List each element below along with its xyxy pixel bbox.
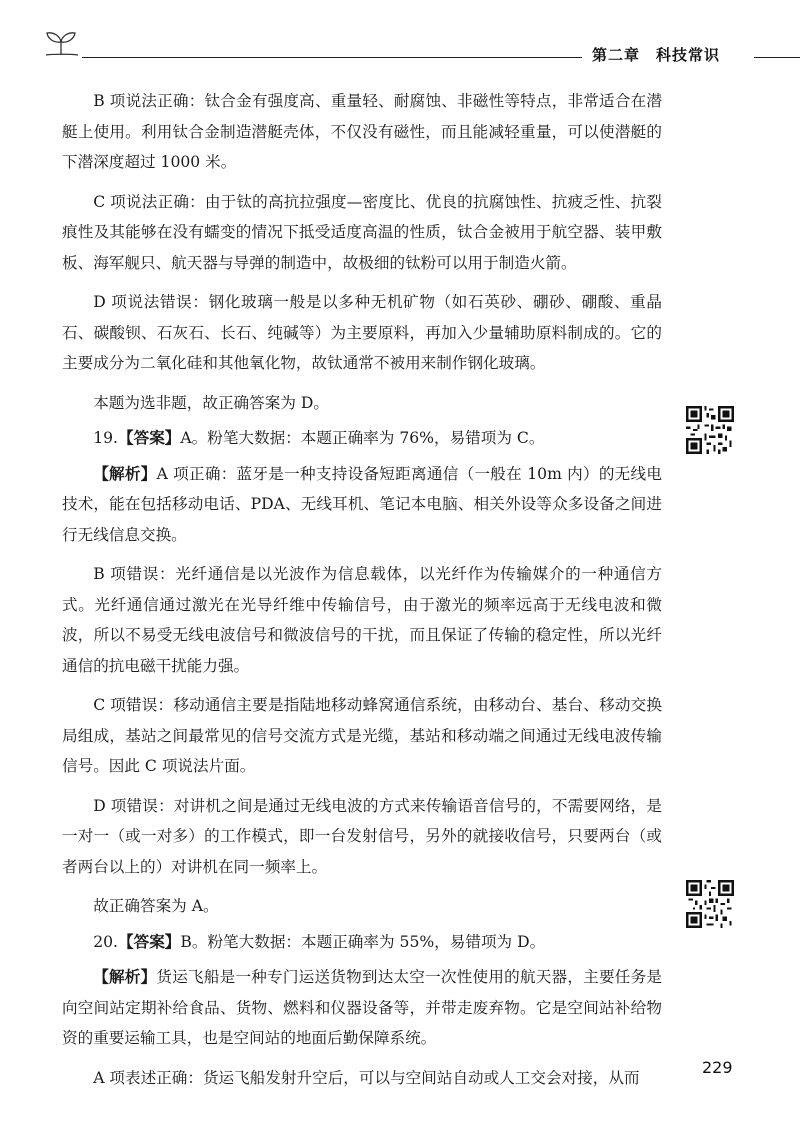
q20-answer-line: [62, 927, 662, 958]
q19-analysis-text: A 项正确：蓝牙是一种支持设备短距离通信（一般在 10m 内）的无线电技术，能在包括移动电话、PDA、无线耳机、笔记本电脑、相关外设等众多设备之间进行无线信息交换。: [62, 464, 662, 544]
page-body: [62, 86, 662, 1102]
q20-answer-text: B。粉笔大数据：本题正确率为 55%，易错项为 D。: [180, 932, 546, 951]
q19-paragraph-b: B 项错误：光纤通信是以光波作为信息载体，以光纤作为传输媒介的一种通信方式。光纤通信通过激光在光导纤维中传输信号，由于激光的频率远高于无线电波和微波，所以不易受无线电波信号和微波信号的干扰，而且保证了传输的稳定性，所以光纤通信的抗电磁干扰能力强。: [62, 565, 662, 675]
paragraph-d-glass: D 项说法错误：钢化玻璃一般是以多种无机矿物（如石英砂、硼砂、硼酸、重晶石、碳酸钡、石灰石、长石、纯碱等）为主要原料，再加入少量辅助原料制成的。它的主要成分为二氧化硅和其他氧化物，故钛通常不被用来制作钢化玻璃。: [62, 293, 662, 372]
paragraph-c-titanium: C 项说法正确：由于钛的高抗拉强度—密度比、优良的抗腐蚀性、抗疲乏性、抗裂痕性及其能够在没有蠕变的情况下抵受适度高温的性质，钛合金被用于航空器、装甲敷板、海军舰只、航天器与导弹的制造中，故极细的钛粉可以用于制造火箭。: [62, 192, 662, 272]
q19-analysis: [62, 459, 662, 551]
q20-number: 20.: [93, 932, 118, 951]
page-header: [0, 0, 800, 70]
q19-answer-line: [62, 423, 662, 454]
paragraph-q18-conclusion: 本题为选非题，故正确答案为 D。: [93, 393, 329, 412]
q19-answer-label: 【答案】: [118, 428, 181, 447]
q19-paragraph-d: D 项错误：对讲机之间是通过无线电波的方式来传输语音信号的，不需要网络，是一对一（或一对多）的工作模式，即一台发射信号，另外的就接收信号，只要两台（或者两台以上的）对讲机在同一频率上。: [62, 796, 662, 876]
q19-number: 19.: [93, 429, 118, 447]
page-number: 229: [702, 1058, 733, 1077]
qr-code-icon[interactable]: [686, 406, 734, 454]
chapter-title: 第二章 科技常识: [592, 46, 721, 64]
q20-analysis: [62, 962, 662, 1054]
q20-analysis-text: 货运飞船是一种专门运送货物到达太空一次性使用的航天器，主要任务是向空间站定期补给食品、货物、燃料和仪器设备等，并带走废弃物。它是空间站补给物资的重要运输工具，也是空间站的地面后勤保障系统。: [62, 968, 662, 1047]
q19-conclusion: 故正确答案为 A。: [93, 897, 219, 915]
q19-analysis-label: 【解析】: [93, 463, 157, 483]
q20-paragraph-a: A 项表述正确：货运飞船发射升空后，可以与空间站自动或人工交会对接，从而: [93, 1068, 640, 1087]
paragraph-b-titanium: B 项说法正确：钛合金有强度高、重量轻、耐腐蚀、非磁性等特点，非常适合在潜艇上使用。利用钛合金制造潜艇壳体，不仅没有磁性，而且能减轻重量，可以使潜艇的下潜深度超过 1000 米。: [62, 92, 662, 171]
q19-paragraph-c: C 项错误：移动通信主要是指陆地移动蜂窝通信系统，由移动台、基台、移动交换局组成，基站之间最常见的信号交流方式是光缆，基站和移动端之间通过无线电波传输信号。因此 C 项说法片面。: [62, 696, 662, 775]
q19-answer-text: A。粉笔大数据：本题正确率为 76%，易错项为 C。: [180, 429, 545, 447]
header-rule-right: [754, 57, 800, 58]
qr-code-icon[interactable]: [686, 880, 734, 928]
q20-analysis-label: 【解析】: [93, 967, 157, 986]
leaf-sprout-icon: [44, 30, 78, 56]
q20-answer-label: 【答案】: [118, 931, 181, 951]
header-rule-left: [82, 57, 582, 58]
